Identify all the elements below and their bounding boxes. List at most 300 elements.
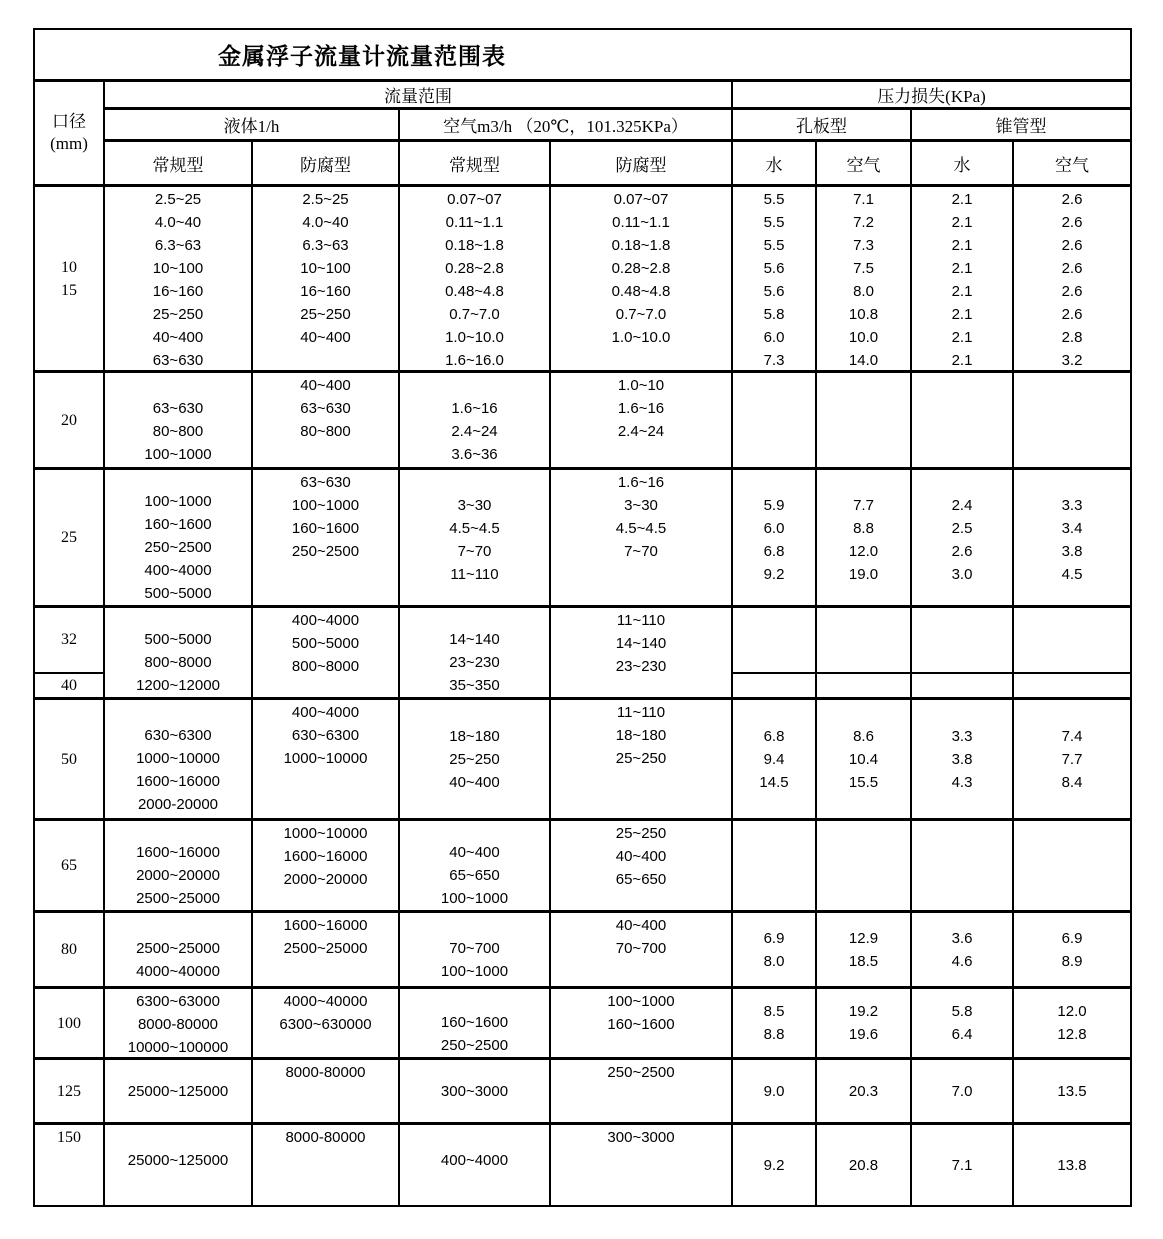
- cell-value: 25~250: [152, 306, 204, 323]
- cell-value: 1.6~16.0: [445, 352, 504, 369]
- cell-value: 2.1: [951, 329, 973, 346]
- air-anticorrosion-cell: [551, 470, 733, 605]
- cell-value: 12.9: [848, 929, 879, 947]
- cell-value: 25~250: [449, 750, 500, 768]
- cell-value: 1.0~10.0: [611, 329, 671, 346]
- cell-value: 11~110: [450, 566, 499, 583]
- orifice-air-cell: [817, 608, 912, 697]
- cell-value: 1600~16000: [283, 848, 368, 865]
- cell-value: 8000-80000: [285, 1129, 366, 1146]
- cell-value: 7.0: [951, 1082, 973, 1100]
- cell-value: 14.5: [759, 773, 789, 791]
- cell-value: 40~400: [300, 377, 351, 394]
- cell-value: 150: [57, 1129, 81, 1146]
- cell-value: [400, 609, 549, 628]
- air-anticorrosion-cell: [551, 989, 733, 1057]
- cell-value: 0.28~2.8: [611, 260, 671, 277]
- cell-value: 40~400: [615, 848, 667, 865]
- bore-cell: [35, 989, 105, 1057]
- header-orifice-water: 水: [733, 142, 817, 184]
- cell-value: 9.4: [763, 750, 785, 768]
- cell-value: 0.48~4.8: [445, 283, 504, 300]
- cell-value: 250~2500: [440, 1037, 509, 1054]
- liquid-regular-cell: [105, 700, 253, 818]
- cell-value: 25~250: [615, 750, 667, 767]
- cell-value: 3.8: [1061, 543, 1083, 560]
- cell-value: 18~180: [449, 727, 500, 745]
- cell-value: 12.8: [1057, 1026, 1087, 1043]
- cell-value: 0.07~07: [613, 191, 669, 208]
- header-orifice-air: 空气: [817, 142, 912, 184]
- cell-value: 10000~100000: [127, 1039, 229, 1056]
- orifice-air-cell-lower: [817, 674, 910, 697]
- cone-air-cell: [1014, 1060, 1130, 1122]
- liquid-anticorrosion-cell: [253, 700, 400, 818]
- liquid-regular-cell: [105, 373, 253, 467]
- flowmeter-range-table: [33, 28, 1132, 1207]
- cell-value: 2.6: [1061, 260, 1083, 277]
- header-cone-water: 水: [912, 142, 1014, 184]
- cell-value: 2.1: [951, 306, 973, 323]
- cell-value: 18.5: [848, 952, 879, 970]
- cell-value: 8.0: [853, 283, 874, 300]
- cell-value: 1.0~10.0: [445, 329, 504, 346]
- cell-value: 400~4000: [144, 562, 212, 579]
- cell-value: 5.8: [951, 1003, 973, 1020]
- header-orifice-type: 孔板型: [733, 110, 912, 142]
- cell-value: 0.11~1.1: [445, 214, 504, 231]
- cell-value: 6.9: [763, 929, 785, 947]
- cell-value: 7.7: [853, 497, 874, 514]
- cell-value: 1.6~16: [451, 400, 498, 417]
- cone-water-cell: [912, 1125, 1014, 1205]
- cell-value: 1000~10000: [136, 750, 220, 767]
- air-anticorrosion-cell: [551, 700, 733, 818]
- liquid-anticorrosion-cell: [253, 989, 400, 1057]
- cell-value: 19.6: [848, 1026, 879, 1043]
- air-anticorrosion-cell: [551, 1125, 733, 1205]
- cell-value: 6.3~63: [302, 237, 349, 254]
- cell-value: 100~1000: [144, 446, 212, 463]
- air-regular-cell: [400, 470, 551, 605]
- liquid-anticorrosion-cell: [253, 1125, 400, 1205]
- cone-water-cell: [912, 373, 1014, 467]
- cell-value: 5.5: [763, 214, 785, 231]
- cell-value: 7~70: [457, 543, 492, 560]
- orifice-water-cell: [733, 1125, 817, 1205]
- cell-value: 5.5: [763, 237, 785, 254]
- cell-value: 3.0: [951, 566, 973, 583]
- header-cone-type: 锥管型: [912, 110, 1130, 142]
- cell-value: 20.8: [848, 1156, 879, 1174]
- cell-value: 13.5: [1057, 1082, 1087, 1100]
- cell-value: 2.6: [951, 543, 973, 560]
- orifice-air-cell: [817, 913, 912, 986]
- header-flow-range: 流量范围: [105, 82, 733, 110]
- air-anticorrosion-cell: [551, 1060, 733, 1122]
- air-regular-cell: [400, 187, 551, 370]
- orifice-air-cell: [817, 373, 912, 467]
- liquid-regular-cell: [105, 608, 253, 697]
- cone-air-cell-upper: [1014, 608, 1130, 674]
- air-regular-cell: [400, 1125, 551, 1205]
- cell-value: 50: [61, 750, 77, 768]
- cell-value: 7.3: [763, 352, 785, 369]
- table-title-row: [35, 30, 1130, 82]
- cell-value: 3.8: [951, 750, 973, 768]
- cell-value: [1014, 471, 1130, 494]
- cell-value: 160~1600: [607, 1016, 675, 1033]
- orifice-water-cell: [733, 187, 817, 370]
- liquid-regular-cell: [105, 913, 253, 986]
- cell-value: [400, 822, 549, 841]
- bore-cell: [35, 1060, 105, 1122]
- cell-value: 8.8: [763, 1026, 785, 1043]
- cell-value: 2.6: [1061, 283, 1083, 300]
- cell-value: 1600~16000: [136, 844, 220, 861]
- cell-value: 6300~63000: [136, 993, 220, 1010]
- liquid-anticorrosion-cell: [253, 470, 400, 605]
- cone-air-cell: [1014, 700, 1130, 818]
- liquid-regular-cell: [105, 1060, 253, 1122]
- orifice-air-cell: [817, 1060, 912, 1122]
- cell-value: 4.5~4.5: [449, 520, 500, 537]
- cell-value: 8.0: [763, 952, 785, 970]
- cell-value: 65: [61, 857, 77, 874]
- cell-value: 6.0: [763, 520, 785, 537]
- cell-value: 7.3: [853, 237, 874, 254]
- cell-value: 80~800: [300, 423, 351, 440]
- cell-value: 2000~20000: [283, 871, 368, 888]
- cell-value: 25~250: [300, 306, 351, 323]
- cone-air-cell: [1014, 1125, 1130, 1205]
- row-block-20: [35, 373, 1130, 470]
- cell-value: 2.1: [951, 191, 973, 208]
- cone-air-cell: [1014, 373, 1130, 467]
- cell-value: [400, 471, 549, 494]
- cell-value: 2.6: [1061, 214, 1083, 231]
- cell-value: 20.3: [848, 1082, 879, 1100]
- cell-value: 5.5: [763, 191, 785, 208]
- cell-value: 63~630: [152, 352, 204, 369]
- cell-value: 3.6: [951, 929, 973, 947]
- air-regular-cell: [400, 373, 551, 467]
- cell-value: 250~2500: [607, 1064, 675, 1081]
- cell-value: 300~3000: [440, 1082, 509, 1100]
- cone-air-cell: [1014, 821, 1130, 910]
- cell-value: 20: [61, 411, 77, 429]
- row-block-100: [35, 989, 1130, 1060]
- cell-value: 400~4000: [291, 612, 360, 629]
- cell-value: 4000~40000: [136, 963, 220, 980]
- cell-value: 7.2: [853, 214, 874, 231]
- cell-value: 4.3: [951, 773, 973, 791]
- cone-air-cell: [1014, 470, 1130, 605]
- cell-value: 80~800: [152, 423, 204, 440]
- cell-value: 12.0: [1057, 1003, 1087, 1020]
- bore-cell: [35, 608, 105, 697]
- orifice-water-cell: [733, 913, 817, 986]
- header-bore-line1: 口径: [52, 112, 86, 131]
- liquid-regular-cell: [105, 989, 253, 1057]
- row-block-50: [35, 700, 1130, 821]
- cell-value: 250~2500: [144, 539, 212, 556]
- cell-value: 16~160: [152, 283, 204, 300]
- cell-value: 10.4: [848, 750, 879, 768]
- cell-value: 400~4000: [291, 704, 360, 721]
- cell-value: [733, 471, 815, 494]
- cell-value: 630~6300: [291, 727, 360, 744]
- orifice-water-cell: [733, 608, 817, 697]
- cell-value: 2.6: [1061, 237, 1083, 254]
- air-anticorrosion-cell: [551, 608, 733, 697]
- cell-value: [912, 471, 1012, 494]
- cell-value: 40~400: [449, 773, 500, 791]
- orifice-air-cell: [817, 989, 912, 1057]
- cell-value: 10~100: [152, 260, 204, 277]
- cell-value: 63~630: [300, 400, 351, 417]
- cell-value: [105, 914, 251, 937]
- orifice-air-cell: [817, 470, 912, 605]
- cell-value: 9.2: [763, 1156, 785, 1174]
- cell-value: 4.6: [951, 952, 973, 970]
- cell-value: 7.1: [951, 1156, 973, 1174]
- cell-value: 2.1: [951, 260, 973, 277]
- cell-value: 8000-80000: [137, 1016, 219, 1033]
- cell-value: 1000~10000: [283, 825, 368, 842]
- cell-value: 3.3: [951, 727, 973, 745]
- cell-value: 25: [61, 529, 77, 546]
- header-liquid-anticorrosion: 防腐型: [253, 142, 400, 184]
- liquid-anticorrosion-cell: [253, 608, 400, 697]
- table-header: [35, 82, 1130, 187]
- cell-value: 1600~16000: [283, 917, 368, 934]
- cell-value: 2.1: [951, 237, 973, 254]
- cell-value: 7.1: [853, 191, 874, 208]
- air-anticorrosion-cell: [551, 913, 733, 986]
- cell-value: 8000-80000: [285, 1064, 366, 1081]
- cell-value: 70~700: [449, 940, 500, 957]
- cell-value: 125: [57, 1082, 81, 1100]
- bore-cell-lower: 40: [61, 676, 77, 694]
- cone-water-cell: [912, 608, 1014, 697]
- header-air: 空气m3/h （20℃，101.325KPa）: [400, 110, 733, 142]
- orifice-air-cell: [817, 187, 912, 370]
- cell-value: 100~1000: [291, 497, 360, 514]
- cell-value: 8.8: [853, 520, 874, 537]
- cell-value: 65~650: [449, 867, 500, 884]
- cell-value: 3.6~36: [451, 446, 498, 463]
- cell-value: 5.6: [763, 260, 785, 277]
- bore-cell: [35, 187, 105, 370]
- cell-value: 100~1000: [440, 963, 509, 980]
- cell-value: 100: [57, 1014, 81, 1032]
- cell-value: 9.0: [763, 1082, 785, 1100]
- cone-water-cell: [912, 1060, 1014, 1122]
- row-block-25: [35, 470, 1130, 608]
- liquid-regular-cell: [105, 470, 253, 605]
- cell-value: 40~400: [615, 917, 667, 934]
- cell-value: 2.4: [951, 497, 973, 514]
- cell-value: 0.18~1.8: [445, 237, 504, 254]
- cone-water-cell-lower: [912, 674, 1012, 697]
- bore-cell: [35, 821, 105, 910]
- cell-value: 80: [61, 941, 77, 958]
- cell-value: 2500~25000: [136, 890, 220, 907]
- cone-water-cell: [912, 821, 1014, 910]
- orifice-air-cell: [817, 821, 912, 910]
- cell-value: 3~30: [457, 497, 492, 514]
- cell-value: 1200~12000: [136, 677, 220, 694]
- cell-value: 23~230: [449, 654, 500, 671]
- cell-value: 0.18~1.8: [611, 237, 671, 254]
- cell-value: 1.6~16: [617, 474, 665, 491]
- cone-air-cell-lower: [1014, 674, 1130, 697]
- cell-value: 1000~10000: [283, 750, 368, 767]
- orifice-water-cell: [733, 373, 817, 467]
- cell-value: 6300~630000: [279, 1016, 372, 1033]
- cell-value: 3~30: [624, 497, 658, 514]
- bore-cell: [35, 470, 105, 605]
- header-air-anticorrosion: 防腐型: [551, 142, 733, 184]
- cell-value: 0.7~7.0: [615, 306, 667, 323]
- header-cone-air: 空气: [1055, 155, 1089, 175]
- cell-value: 100~1000: [607, 993, 675, 1010]
- bore-cell: [35, 913, 105, 986]
- cell-value: 15.5: [848, 773, 879, 791]
- cell-value: 8.5: [763, 1003, 785, 1020]
- cell-value: 5.9: [763, 497, 785, 514]
- cell-value: 0.28~2.8: [445, 260, 504, 277]
- cell-value: 65~650: [615, 871, 667, 888]
- liquid-regular-cell: [105, 187, 253, 370]
- row-block-125: [35, 1060, 1130, 1125]
- cell-value: 23~230: [615, 658, 667, 675]
- cell-value: 19.0: [848, 566, 879, 583]
- cell-value: 0.48~4.8: [611, 283, 671, 300]
- cell-value: 4.5: [1061, 566, 1083, 583]
- cell-value: 2.5: [951, 520, 973, 537]
- cell-value: 9.2: [763, 566, 785, 583]
- cell-value: 70~700: [615, 940, 667, 957]
- cell-value: 3.3: [1061, 497, 1083, 514]
- cell-value: 100~1000: [440, 890, 509, 907]
- orifice-air-cell-upper: [817, 608, 910, 674]
- cell-value: [400, 990, 549, 1011]
- liquid-anticorrosion-cell: [253, 1060, 400, 1122]
- cell-value: 14~140: [449, 631, 500, 648]
- cell-value: 40~400: [449, 844, 500, 861]
- orifice-water-cell: [733, 821, 817, 910]
- liquid-regular-cell: [105, 1125, 253, 1205]
- cell-value: 6.3~63: [154, 237, 202, 254]
- liquid-regular-cell: [105, 821, 253, 910]
- cone-water-cell: [912, 187, 1014, 370]
- cell-value: 250~2500: [291, 543, 360, 560]
- cell-value: 14~140: [615, 635, 667, 652]
- cell-value: 1.0~10: [617, 377, 665, 394]
- bore-cell-upper: 32: [35, 608, 103, 674]
- cell-value: 2.4~24: [617, 423, 665, 440]
- air-anticorrosion-cell: [551, 187, 733, 370]
- cell-value: 12.0: [848, 543, 879, 560]
- air-regular-cell: [400, 989, 551, 1057]
- cell-value: 3.2: [1061, 352, 1083, 369]
- cell-value: 4.0~40: [302, 214, 349, 231]
- cell-value: 11~110: [616, 704, 666, 721]
- cell-value: 19.2: [848, 1003, 879, 1020]
- orifice-water-cell: [733, 1060, 817, 1122]
- air-regular-cell: [400, 608, 551, 697]
- cell-value: 2.4~24: [451, 423, 498, 440]
- cell-value: [105, 1126, 251, 1149]
- cell-value: [105, 701, 251, 724]
- cone-air-cell: [1014, 989, 1130, 1057]
- cell-value: 2000~20000: [136, 867, 220, 884]
- header-liquid: 液体1/h: [105, 110, 400, 142]
- cell-value: 3.4: [1061, 520, 1083, 537]
- cell-value: 7.4: [1061, 727, 1083, 745]
- bore-cell: [35, 700, 105, 818]
- header-bore: [35, 82, 105, 184]
- cell-value: 16~160: [300, 283, 351, 300]
- cone-water-cell: [912, 470, 1014, 605]
- cell-value: 4000~40000: [283, 993, 368, 1010]
- cell-value: 1600~16000: [136, 773, 220, 790]
- bore-cell: [35, 373, 105, 467]
- cell-value: 2.1: [951, 283, 973, 300]
- cell-value: 10.0: [848, 329, 879, 346]
- cell-value: 5.6: [763, 283, 785, 300]
- cell-value: 100~1000: [144, 493, 212, 510]
- orifice-water-cell-upper: [733, 608, 815, 674]
- cell-value: [400, 374, 549, 397]
- orifice-water-cell: [733, 989, 817, 1057]
- orifice-water-cell-lower: [733, 674, 815, 697]
- air-regular-cell: [400, 821, 551, 910]
- cell-value: 6.9: [1061, 929, 1083, 947]
- cell-value: 2.1: [951, 214, 973, 231]
- row-block-65: [35, 821, 1130, 913]
- cone-water-cell: [912, 913, 1014, 986]
- liquid-anticorrosion-cell: [253, 373, 400, 467]
- orifice-water-cell: [733, 470, 817, 605]
- header-liquid-regular: 常规型: [105, 142, 253, 184]
- cell-value: 63~630: [152, 400, 204, 417]
- cell-value: 15: [61, 281, 77, 299]
- cell-value: 5.8: [763, 306, 785, 323]
- cell-value: 2.6: [1061, 191, 1083, 208]
- cell-value: 4.5~4.5: [615, 520, 667, 537]
- cone-water-cell-upper: [912, 608, 1012, 674]
- cell-value: 2.6: [1061, 306, 1083, 323]
- cell-value: 25000~125000: [127, 1152, 229, 1169]
- cell-value: 6.4: [951, 1026, 973, 1043]
- air-regular-cell: [400, 1060, 551, 1122]
- row-block-32-40: [35, 608, 1130, 700]
- cell-value: 800~8000: [291, 658, 360, 675]
- header-pressure-loss: 压力损失(KPa): [733, 82, 1130, 110]
- cell-value: 10: [61, 258, 77, 276]
- cell-value: [105, 822, 251, 841]
- cell-value: 6.8: [763, 543, 785, 560]
- cell-value: 630~6300: [144, 727, 212, 744]
- cell-value: 13.8: [1057, 1156, 1087, 1174]
- cell-value: 10.8: [848, 306, 879, 323]
- page-title: 金属浮子流量计流量范围表: [218, 44, 506, 69]
- cell-value: 63~630: [300, 474, 351, 491]
- cell-value: [400, 914, 549, 937]
